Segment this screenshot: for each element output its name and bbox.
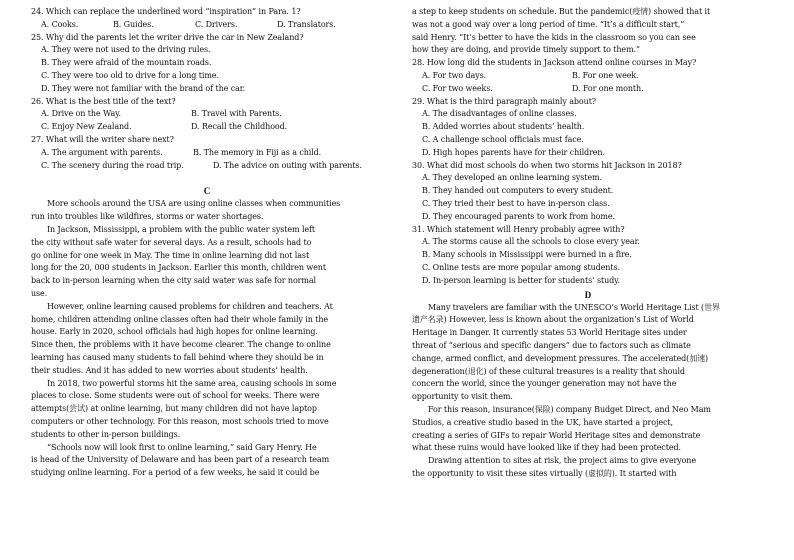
passage-line: long for the 20, 000 students in Jackson. Earlier this month, children went xyxy=(31,263,326,273)
option-d: D. In-person learning is better for students’ study. xyxy=(422,275,620,285)
passage-line: Studios, a creative studio based in the UK, have started a project, xyxy=(412,417,673,427)
question-31-stem: 31. Which statement will Henry probably agree with? xyxy=(412,224,625,234)
passage-d xyxy=(412,302,764,481)
question-27-stem: 27. What will the writer share next? xyxy=(31,134,174,144)
passage-line: creating a series of GIFs to repair World Heritage sites and demonstrate xyxy=(412,430,701,440)
section-c-title: C xyxy=(203,186,211,197)
option-c: C. Drivers. xyxy=(195,19,238,29)
option-d: D. They encouraged parents to work from home. xyxy=(422,211,615,221)
passage-line: house. Early in 2020, school officials had high hopes for online learning. xyxy=(31,327,318,337)
option-b: B. Travel with Parents. xyxy=(191,109,282,119)
question-27-options-row1 xyxy=(31,147,383,160)
option-a: A. The argument with parents. xyxy=(41,147,163,157)
option-b: B. They were afraid of the mountain roads. xyxy=(41,58,212,68)
passage-line: threat of “serious and specific dangers” due to factors such as climate xyxy=(412,340,691,350)
passage-line: the opportunity to visit these sites virtually (虚拟的). It started with xyxy=(412,468,677,478)
passage-c-continued xyxy=(412,6,764,57)
passage-line: students to other in-person buildings. xyxy=(31,429,181,439)
passage-line: said Henry. “It’s better to have the kids in the classroom so you can see xyxy=(412,32,696,42)
passage-line: places to close. Some students were out of school for weeks. There were xyxy=(31,391,320,401)
passage-line: For this reason, insurance(保险) company Budget Direct, and Neo Mam xyxy=(428,404,711,414)
question-25-stem: 25. Why did the parents let the writer drive the car in New Zealand? xyxy=(31,32,304,42)
option-a: A. They developed an online learning system. xyxy=(422,173,602,183)
option-b: B. They handed out computers to every student. xyxy=(422,186,614,196)
option-a: A. The disadvantages of online classes. xyxy=(422,109,577,119)
option-c: C. The scenery during the road trip. xyxy=(41,160,184,170)
passage-line: computers or other technology. For this reason, most schools tried to move xyxy=(31,416,329,426)
option-a: A. Drive on the Way. xyxy=(41,109,121,119)
passage-line: their studies. And it has added to new worries about students’ health. xyxy=(31,365,308,375)
question-26-options-row1 xyxy=(31,108,383,121)
question-29-stem: 29. What is the third paragraph mainly about? xyxy=(412,96,597,106)
passage-line: go online for one week in May. The time in online learning did not last xyxy=(31,250,310,260)
option-b: B. Guides. xyxy=(113,19,154,29)
option-c: C. Online tests are more popular among students. xyxy=(422,262,620,272)
option-d: D. Recall the Childhood. xyxy=(191,122,288,132)
question-30-stem: 30. What did most schools do when two storms hit Jackson in 2018? xyxy=(412,160,682,170)
passage-line: In 2018, two powerful storms hit the same area, causing schools in some xyxy=(47,378,337,388)
passage-line: was not a good way over a long period of time. “It’s a difficult start,” xyxy=(412,19,685,29)
option-c: C. Enjoy New Zealand. xyxy=(41,122,132,132)
passage-line: Since then, the problems with it have become clearer. The change to online xyxy=(31,340,331,350)
option-a: A. The storms cause all the schools to close every year. xyxy=(422,237,640,247)
passage-line: 遗产名录) However, less is known about the organization’s List of World xyxy=(412,315,694,325)
passage-line: degeneration(退化) of these cultural treasures is a reality that should xyxy=(412,366,685,376)
question-28-stem: 28. How long did the students in Jackson attend online courses in May? xyxy=(412,58,697,68)
question-28-options-row2 xyxy=(412,83,764,96)
option-a: A. Cooks. xyxy=(41,19,79,29)
option-d: D. High hopes parents have for their children. xyxy=(422,147,605,157)
question-26-options-row2 xyxy=(31,121,383,134)
question-27-options-row2 xyxy=(31,160,383,173)
option-d: D. The advice on outing with parents. xyxy=(213,160,362,170)
option-b: B. Added worries about students’ health. xyxy=(422,122,585,132)
section-d-title: D xyxy=(584,289,592,300)
option-c: C. They were too old to drive for a long time. xyxy=(41,70,219,80)
passage-line: “Schools now will look first to online learning,” said Gary Henry. He xyxy=(47,442,317,452)
left-column xyxy=(31,6,383,480)
passage-line: what these ruins would have looked like if they had been protected. xyxy=(412,443,681,453)
question-26-stem: 26. What is the best title of the text? xyxy=(31,96,176,106)
question-24-options xyxy=(31,19,383,32)
passage-line: how they are doing, and provide timely support to them.” xyxy=(412,45,640,55)
passage-line: back to in-person learning when the city said water was safe for normal xyxy=(31,276,317,286)
passage-c xyxy=(31,198,383,480)
passage-line: Heritage in Danger. It currently states 53 World Heritage sites under xyxy=(412,328,687,338)
question-28-options-row1 xyxy=(412,70,764,83)
option-a: A. For two days. xyxy=(422,70,487,80)
passage-line: attempts(尝试) at online learning, but many children did not have laptop xyxy=(31,404,317,414)
option-d: D. They were not familiar with the brand of the car. xyxy=(41,83,246,93)
passage-line: Drawing attention to sites at risk, the project aims to give everyone xyxy=(428,456,696,466)
passage-line: However, online learning caused problems for children and teachers. At xyxy=(47,301,333,311)
option-b: B. For one week. xyxy=(572,70,639,80)
passage-line: Many travelers are familiar with the UNESCO’s World Heritage List (世界 xyxy=(428,302,720,312)
passage-line: the city without safe water for several days. As a result, schools had to xyxy=(31,237,312,247)
passage-line: home, children attending online classes often had their whole family in the xyxy=(31,314,329,324)
passage-line: opportunity to visit them. xyxy=(412,392,513,402)
passage-line: use. xyxy=(31,288,48,298)
passage-line: run into troubles like wildfires, storms or water shortages. xyxy=(31,212,264,222)
question-24-stem: 24. Which can replace the underlined word “inspiration” in Para. 1? xyxy=(31,7,301,16)
right-column xyxy=(412,6,764,481)
passage-line: More schools around the USA are using online classes when communities xyxy=(47,199,341,209)
passage-line: studying online learning. For a period of a few weeks, he said it could be xyxy=(31,468,320,478)
passage-line: learning has caused many students to fall behind where they should be in xyxy=(31,352,324,362)
option-b: B. The memory in Fiji as a child. xyxy=(193,147,322,157)
passage-line: In Jackson, Mississippi, a problem with the public water system left xyxy=(47,224,316,234)
option-d: D. For one month. xyxy=(572,83,644,93)
option-a: A. They were not used to the driving rules. xyxy=(41,45,211,55)
option-c: C. A challenge school officials must face. xyxy=(422,134,584,144)
option-b: B. Many schools in Mississippi were burned in a fire. xyxy=(422,250,632,260)
passage-line: concern the world, since the younger generation may not have the xyxy=(412,379,677,389)
passage-line: is head of the University of Delaware and has been part of a research team xyxy=(31,455,330,465)
option-c: C. They tried their best to have in-person class. xyxy=(422,198,610,208)
passage-line: a step to keep students on schedule. But the pandemic(疫情) showed that it xyxy=(412,7,711,16)
option-d: D. Translators. xyxy=(277,19,336,29)
passage-line: change, armed conflict, and development pressures. The accelerated(加速) xyxy=(412,353,709,363)
option-c: C. For two weeks. xyxy=(422,83,493,93)
